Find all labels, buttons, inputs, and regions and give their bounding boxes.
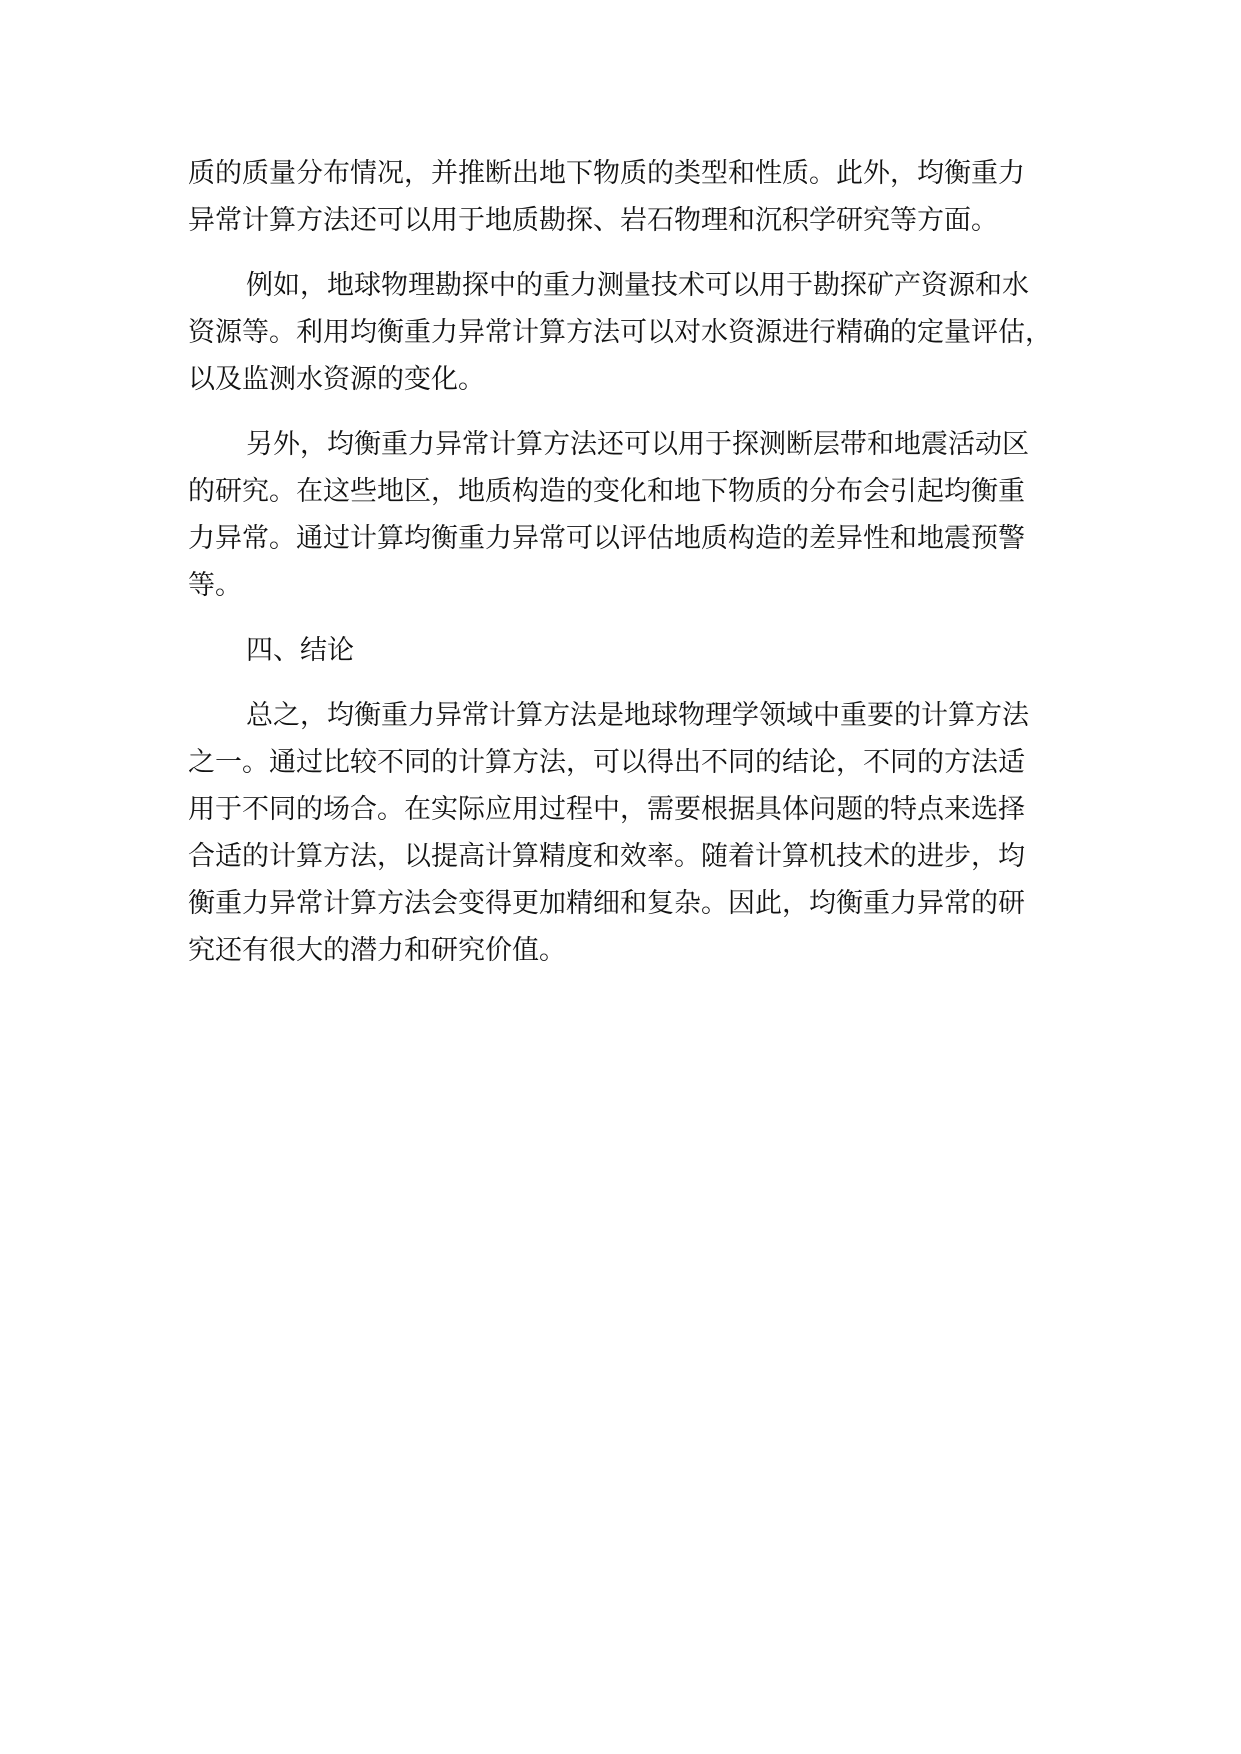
text-line: 用于不同的场合。在实际应用过程中，需要根据具体问题的特点来选择 <box>188 794 1025 825</box>
text-line: 力异常。通过计算均衡重力异常可以评估地质构造的差异性和地震预警 <box>188 523 1025 554</box>
text-line: 总之，均衡重力异常计算方法是地球物理学领域中重要的计算方法 <box>246 700 1029 731</box>
paragraph-continued <box>188 150 1083 244</box>
heading-text: 四、结论 <box>246 635 354 666</box>
section-heading <box>188 627 1083 674</box>
text-line: 异常计算方法还可以用于地质勘探、岩石物理和沉积学研究等方面。 <box>188 205 998 236</box>
paragraph-exploration <box>188 262 1083 403</box>
paragraph-conclusion <box>188 692 1083 974</box>
text-line: 例如，地球物理勘探中的重力测量技术可以用于勘探矿产资源和水 <box>246 270 1029 301</box>
text-line: 合适的计算方法，以提高计算精度和效率。随着计算机技术的进步，均 <box>188 841 1025 872</box>
text-line: 资源等。利用均衡重力异常计算方法可以对水资源进行精确的定量评估， <box>188 317 1052 348</box>
text-line: 衡重力异常计算方法会变得更加精细和复杂。因此，均衡重力异常的研 <box>188 888 1025 919</box>
text-line: 以及监测水资源的变化。 <box>188 364 485 395</box>
document-body <box>188 150 1083 992</box>
text-line: 的研究。在这些地区，地质构造的变化和地下物质的分布会引起均衡重 <box>188 476 1025 507</box>
text-line: 之一。通过比较不同的计算方法，可以得出不同的结论，不同的方法适 <box>188 747 1025 778</box>
text-line: 究还有很大的潜力和研究价值。 <box>188 935 566 966</box>
text-line: 质的质量分布情况，并推断出地下物质的类型和性质。此外，均衡重力 <box>188 158 1025 189</box>
paragraph-faults <box>188 421 1083 609</box>
text-line: 等。 <box>188 570 242 601</box>
text-line: 另外，均衡重力异常计算方法还可以用于探测断层带和地震活动区 <box>246 429 1029 460</box>
